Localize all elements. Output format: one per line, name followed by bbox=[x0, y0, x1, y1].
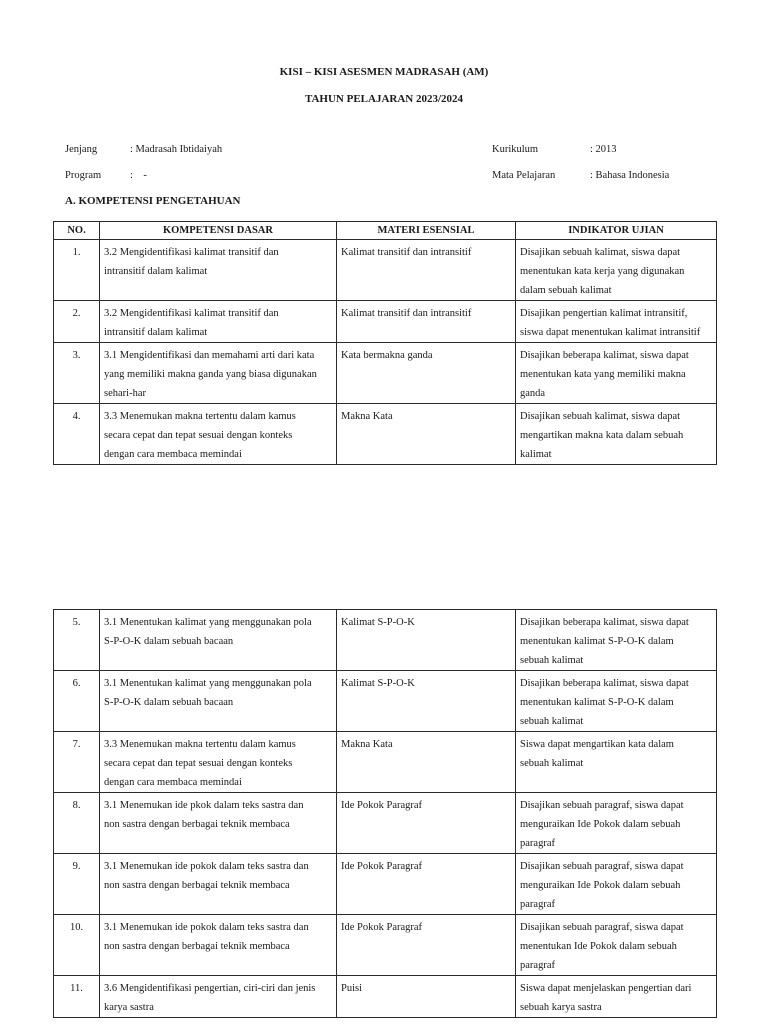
row-no: 11. bbox=[54, 976, 100, 1018]
header-kompetensi-dasar: KOMPETENSI DASAR bbox=[100, 222, 337, 240]
row-no: 7. bbox=[54, 732, 100, 793]
row-indikator: Disajikan beberapa kalimat, siswa dapat menentukan kalimat S-P-O-K dalam sebuah kalimat bbox=[516, 610, 717, 671]
row-kd: 3.6 Mengidentifikasi pengertian, ciri-ciri dan jenis karya sastra bbox=[100, 976, 337, 1018]
row-materi: Ide Pokok Paragraf bbox=[337, 793, 516, 854]
row-kd: 3.1 Menemukan ide pkok dalam teks sastra dan non sastra dengan berbagai teknik membaca bbox=[100, 793, 337, 854]
row-materi: Makna Kata bbox=[337, 404, 516, 465]
competency-table-page1 bbox=[53, 221, 717, 465]
kurikulum-value: : 2013 bbox=[590, 144, 617, 155]
row-kd: 3.2 Mengidentifikasi kalimat transitif dan intransitif dalam kalimat bbox=[100, 301, 337, 343]
section-title: A. KOMPETENSI PENGETAHUAN bbox=[65, 195, 241, 207]
row-indikator: Disajikan beberapa kalimat, siswa dapat menentukan kata yang memiliki makna ganda bbox=[516, 343, 717, 404]
row-indikator: Siswa dapat menjelaskan pengertian dari sebuah karya sastra bbox=[516, 976, 717, 1018]
table-row bbox=[54, 915, 717, 976]
row-kd: 3.1 Menemukan ide pokok dalam teks sastra dan non sastra dengan berbagai teknik membaca bbox=[100, 854, 337, 915]
row-kd: 3.2 Mengidentifikasi kalimat transitif dan intransitif dalam kalimat bbox=[100, 240, 337, 301]
row-indikator: Disajikan sebuah paragraf, siswa dapat menguraikan Ide Pokok dalam sebuah paragraf bbox=[516, 854, 717, 915]
table-row bbox=[54, 793, 717, 854]
row-no: 9. bbox=[54, 854, 100, 915]
header-no: NO. bbox=[54, 222, 100, 240]
row-indikator: Disajikan beberapa kalimat, siswa dapat menentukan kalimat S-P-O-K dalam sebuah kalimat bbox=[516, 671, 717, 732]
table-row bbox=[54, 976, 717, 1018]
row-no: 6. bbox=[54, 671, 100, 732]
row-materi: Ide Pokok Paragraf bbox=[337, 854, 516, 915]
row-kd: 3.1 Menemukan ide pokok dalam teks sastra dan non sastra dengan berbagai teknik membaca bbox=[100, 915, 337, 976]
row-materi: Kata bermakna ganda bbox=[337, 343, 516, 404]
jenjang-label: Jenjang bbox=[65, 144, 98, 155]
row-indikator: Disajikan pengertian kalimat intransitif, siswa dapat menentukan kalimat intransitif bbox=[516, 301, 717, 343]
table-row bbox=[54, 671, 717, 732]
table-row bbox=[54, 404, 717, 465]
row-materi: Kalimat S-P-O-K bbox=[337, 610, 516, 671]
document-title: KISI – KISI ASESMEN MADRASAH (AM) bbox=[279, 66, 489, 78]
row-materi: Kalimat S-P-O-K bbox=[337, 671, 516, 732]
jenjang-value: : Madrasah Ibtidaiyah bbox=[130, 144, 223, 155]
table-row bbox=[54, 610, 717, 671]
row-materi: Puisi bbox=[337, 976, 516, 1018]
mapel-value: : Bahasa Indonesia bbox=[590, 170, 670, 181]
table-row bbox=[54, 343, 717, 404]
row-indikator: Siswa dapat mengartikan kata dalam sebuah kalimat bbox=[516, 732, 717, 793]
row-materi: Kalimat transitif dan intransitif bbox=[337, 240, 516, 301]
row-kd: 3.1 Menentukan kalimat yang menggunakan pola S-P-O-K dalam sebuah bacaan bbox=[100, 610, 337, 671]
row-kd: 3.3 Menemukan makna tertentu dalam kamus secara cepat dan tepat sesuai dengan konteks dengan cara membaca memindai bbox=[100, 732, 337, 793]
row-indikator: Disajikan sebuah kalimat, siswa dapat mengartikan makna kata dalam sebuah kalimat bbox=[516, 404, 717, 465]
row-no: 2. bbox=[54, 301, 100, 343]
row-materi: Makna Kata bbox=[337, 732, 516, 793]
row-kd: 3.1 Mengidentifikasi dan memahami arti dari kata yang memiliki makna ganda yang biasa digunakan sehari-har bbox=[100, 343, 337, 404]
table-row bbox=[54, 301, 717, 343]
program-label: Program bbox=[65, 170, 102, 181]
header-materi-esensial: MATERI ESENSIAL bbox=[337, 222, 516, 240]
row-indikator: Disajikan sebuah paragraf, siswa dapat menguraikan Ide Pokok dalam sebuah paragraf bbox=[516, 793, 717, 854]
kurikulum-label: Kurikulum bbox=[492, 144, 539, 155]
row-materi: Ide Pokok Paragraf bbox=[337, 915, 516, 976]
row-no: 1. bbox=[54, 240, 100, 301]
row-no: 3. bbox=[54, 343, 100, 404]
row-no: 10. bbox=[54, 915, 100, 976]
table-row bbox=[54, 854, 717, 915]
row-no: 5. bbox=[54, 610, 100, 671]
table-row bbox=[54, 240, 717, 301]
row-indikator: Disajikan sebuah kalimat, siswa dapat menentukan kata kerja yang digunakan dalam sebuah kalimat bbox=[516, 240, 717, 301]
mapel-label: Mata Pelajaran bbox=[492, 170, 556, 181]
program-value: : - bbox=[130, 170, 147, 181]
competency-table-page2 bbox=[53, 609, 717, 1018]
row-kd: 3.3 Menemukan makna tertentu dalam kamus secara cepat dan tepat sesuai dengan konteks dengan cara membaca memindai bbox=[100, 404, 337, 465]
row-indikator: Disajikan sebuah paragraf, siswa dapat menentukan Ide Pokok dalam sebuah paragraf bbox=[516, 915, 717, 976]
row-no: 8. bbox=[54, 793, 100, 854]
header-indikator-ujian: INDIKATOR UJIAN bbox=[516, 222, 717, 240]
table-row bbox=[54, 732, 717, 793]
row-kd: 3.1 Menentukan kalimat yang menggunakan pola S-P-O-K dalam sebuah bacaan bbox=[100, 671, 337, 732]
table-header-row bbox=[54, 222, 717, 240]
document-subtitle: TAHUN PELAJARAN 2023/2024 bbox=[304, 93, 464, 105]
row-materi: Kalimat transitif dan intransitif bbox=[337, 301, 516, 343]
row-no: 4. bbox=[54, 404, 100, 465]
